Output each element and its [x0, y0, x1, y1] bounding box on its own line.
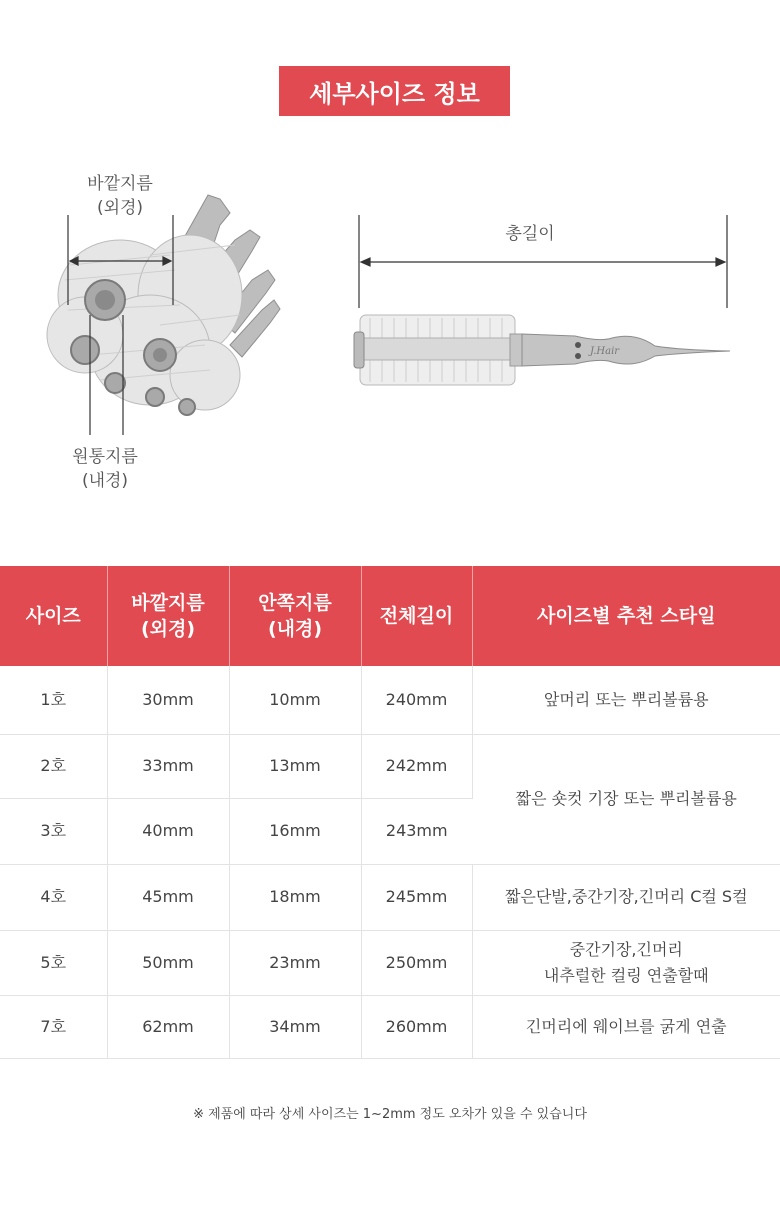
- cell-length: 260mm: [361, 995, 472, 1058]
- brand-logo: J.Hair: [590, 346, 620, 357]
- cell-inner: 16mm: [229, 798, 361, 864]
- outer-diameter-sub: (외경): [96, 198, 144, 218]
- table-row: [0, 930, 780, 995]
- cell-outer: 62mm: [107, 995, 229, 1058]
- table-row: [0, 864, 780, 930]
- inner-diameter-label: [45, 445, 165, 493]
- cell-length: 250mm: [361, 930, 472, 995]
- cell-style: 짧은 숏컷 기장 또는 뿌리볼륨용: [472, 734, 780, 864]
- cell-outer: 45mm: [107, 864, 229, 930]
- inner-diameter-title: 원통지름: [72, 447, 138, 467]
- cell-inner: 18mm: [229, 864, 361, 930]
- inner-diameter-sub: (내경): [81, 471, 129, 491]
- cell-outer: 33mm: [107, 734, 229, 798]
- outer-diameter-title: 바깥지름: [87, 174, 153, 194]
- brush-side-illustration: [350, 210, 740, 410]
- header-outer-diameter: 바깥지름 (외경): [107, 566, 229, 666]
- cell-length: 245mm: [361, 864, 472, 930]
- table-row: [0, 666, 780, 734]
- cell-size: 5호: [0, 930, 107, 995]
- cell-style: 앞머리 또는 뿌리볼륨용: [472, 666, 780, 734]
- cell-size: 1호: [0, 666, 107, 734]
- cell-length: 242mm: [361, 734, 472, 798]
- header-inner-diameter: 안쪽지름 (내경): [229, 566, 361, 666]
- cell-style: 긴머리에 웨이브를 굵게 연출: [472, 995, 780, 1058]
- cell-size: 2호: [0, 734, 107, 798]
- header-recommended-style: 사이즈별 추천 스타일: [472, 566, 780, 666]
- size-table: [0, 566, 780, 1059]
- cell-length: 243mm: [361, 798, 472, 864]
- cell-size: 4호: [0, 864, 107, 930]
- cell-outer: 30mm: [107, 666, 229, 734]
- cell-inner: 13mm: [229, 734, 361, 798]
- size-tolerance-note: ※ 제품에 따라 상세 사이즈는 1~2mm 정도 오차가 있을 수 있습니다: [193, 1107, 587, 1122]
- cell-style: 중간기장,긴머리 내추럴한 컬링 연출할때: [472, 930, 780, 995]
- cell-size: 3호: [0, 798, 107, 864]
- brush-group-illustration: [30, 185, 290, 445]
- cell-size: 7호: [0, 995, 107, 1058]
- cell-inner: 34mm: [229, 995, 361, 1058]
- cell-outer: 50mm: [107, 930, 229, 995]
- table-row: [0, 734, 780, 798]
- cell-inner: 23mm: [229, 930, 361, 995]
- cell-outer: 40mm: [107, 798, 229, 864]
- cell-inner: 10mm: [229, 666, 361, 734]
- header-size: 사이즈: [0, 566, 107, 666]
- table-header-row: [0, 566, 780, 666]
- table-row: [0, 995, 780, 1058]
- section-title: 세부사이즈 정보: [279, 66, 510, 116]
- cell-style: 짧은단발,중간기장,긴머리 C컬 S컬: [472, 864, 780, 930]
- cell-length: 240mm: [361, 666, 472, 734]
- header-total-length: 전체길이: [361, 566, 472, 666]
- total-length-label: 총길이: [505, 224, 555, 244]
